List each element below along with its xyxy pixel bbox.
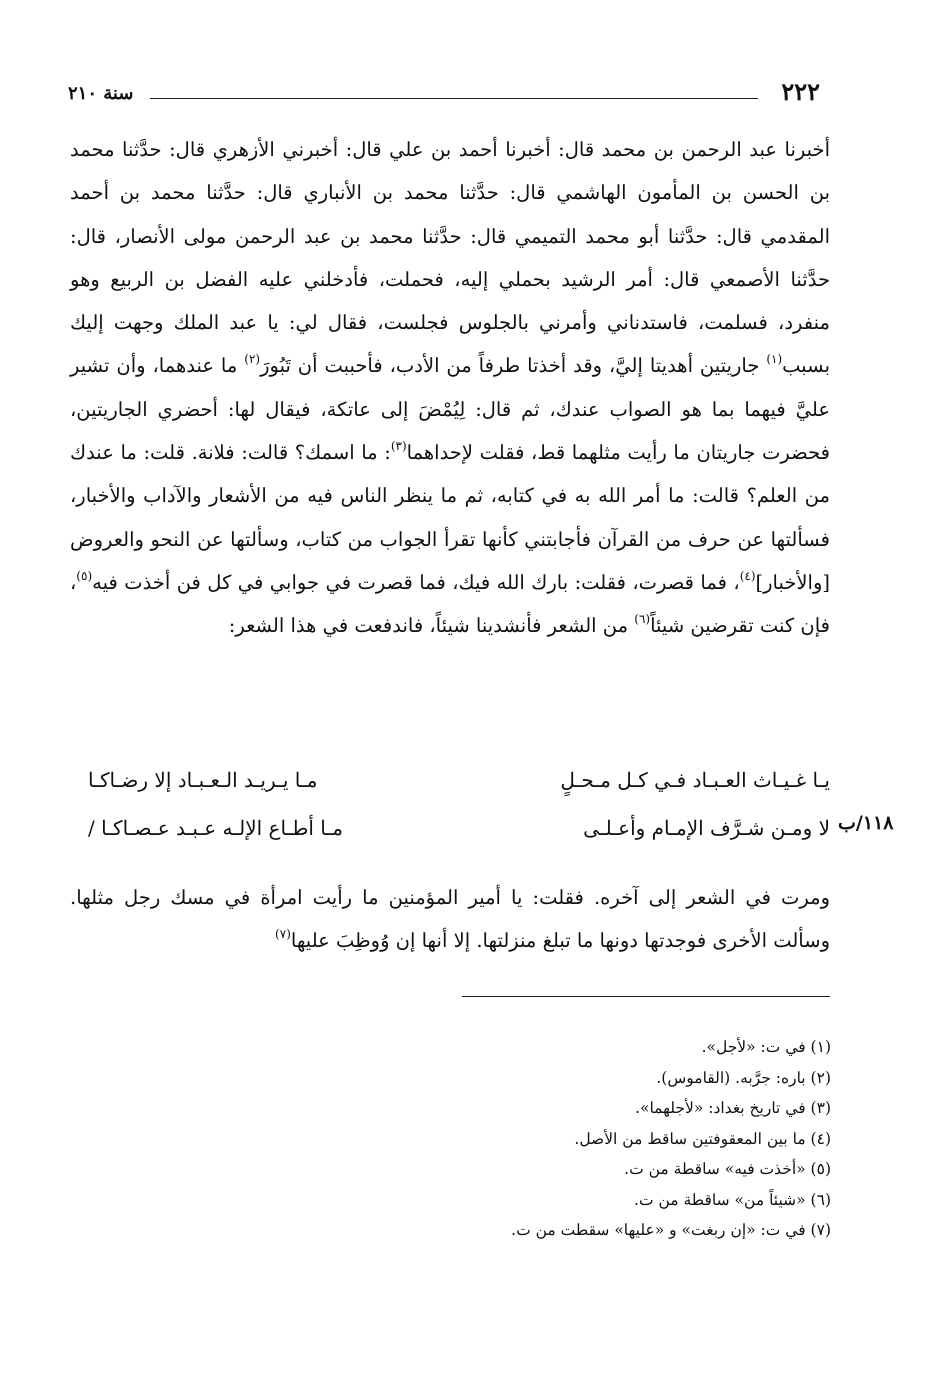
footnote-ref-7: (٧) bbox=[275, 927, 291, 941]
manuscript-folio-note: ١١٨/ب bbox=[838, 812, 894, 834]
paragraph-text: : ما اسمك؟ قالت: فلانة. قلت: ما عندك من العلم؟ قالت: ما أمر الله به في كتابه، ثم ما ينظر الناس فيه من الأشعار والآداب والأخبار، فسألتها عن حرف من القرآن فأجابتني كأنها تقرأ الجواب من كتاب، وسألتها عن النحو والعروض [والأخبار] bbox=[70, 441, 830, 594]
footnote-1: (١) في ت: «لأجل». bbox=[701, 1038, 831, 1056]
footnote-ref-1: (١) bbox=[766, 352, 783, 367]
footnote-2: (٢) باره: جرَّبه. (القاموس). bbox=[656, 1068, 831, 1087]
footnote-4: (٤) ما بين المعقوفتين ساقط من الأصل. bbox=[574, 1129, 831, 1148]
poem-line-2-second-hemistich: مـا أطـاع الإلـه عـبـد عـصـاكـا / bbox=[88, 816, 343, 840]
poem-line-2 bbox=[70, 816, 830, 864]
poem-line-2-first-hemistich: لا ومـن شـرَّف الإمـام وأعـلـى bbox=[583, 816, 830, 840]
footnotes-list bbox=[511, 1032, 831, 1246]
poem-line-1-first-hemistich: يـا غـيـاث العـبـاد فـي كـل مـحـلٍ bbox=[560, 768, 830, 792]
footnote-7: (٧) في ت: «إن ربغت» و «عليها» سقطت من ت. bbox=[511, 1221, 831, 1239]
closing-paragraph bbox=[70, 876, 830, 962]
footnote-3: (٣) في تاريخ بغداد: «لأجلهما». bbox=[635, 1099, 831, 1117]
poem-line-1-second-hemistich: مـا يـريـد الـعـبـاد إلا رضـاكـا bbox=[88, 768, 318, 792]
footnote-6: (٦) «شيئاً من» ساقطة من ت. bbox=[634, 1190, 831, 1209]
page-number: ٢٢٢ bbox=[781, 77, 820, 106]
running-head-year: سنة ٢١٠ bbox=[68, 83, 134, 104]
paragraph-text: ، فإن كنت تقرضين شيئاً bbox=[70, 570, 830, 638]
footnote-separator bbox=[462, 996, 830, 997]
paragraph-text: من الشعر فأنشدينا شيئاً، فاندفعت في هذا الشعر: bbox=[228, 614, 635, 638]
footnote-ref-6: (٦) bbox=[634, 612, 651, 627]
page-header bbox=[68, 72, 820, 112]
paragraph-text: أخبرنا عبد الرحمن بن محمد قال: أخبرنا أحمد بن علي قال: أخبرني الأزهري قال: حدَّثنا محمد بن الحسن بن المأمون الهاشمي قال: حدَّثنا محمد بن الأنباري قال: حدَّثنا محمد بن أحمد المقدمي قال: حدَّثنا أبو محمد التميمي قال: حدَّثنا محمد بن عبد الرحمن مولى الأنصار، قال: حدَّثنا الأصمعي قال: أمر الرشيد بحملي إليه، فحملت، فأدخلني عليه الفضل بن الربيع وهو منفرد، فسلمت، فاستدناني وأمرني بالجلوس فجلست، فقال لي: يا عبد الملك وجهت إليك بسبب bbox=[70, 138, 830, 378]
poem bbox=[70, 768, 830, 864]
footnote-ref-5: (٥) bbox=[76, 568, 93, 583]
footnote-ref-4: (٤) bbox=[739, 568, 756, 583]
footnote-ref-2: (٢) bbox=[244, 352, 261, 367]
paragraph-text: جاريتين أهديتا إليَّ، وقد أخذتا طرفاً من الأدب، فأحببت أن تَبُورَ bbox=[260, 354, 767, 378]
footnote-ref-3: (٣) bbox=[390, 439, 407, 454]
paragraph-text: ومرت في الشعر إلى آخره. فقلت: يا أمير المؤمنين ما رأيت امرأة في مسك رجل مثلها. وسألت الأخرى فوجدتها دونها ما تبلغ منزلتها. إلا أنها إن وُوظِبَ عليها bbox=[70, 886, 830, 952]
header-rule bbox=[150, 98, 758, 99]
paragraph-text: ، فما قصرت، فقلت: بارك الله فيك، فما قصرت في جوابي في كل فن أخذت فيه bbox=[92, 570, 740, 594]
main-paragraph bbox=[70, 128, 830, 648]
poem-line-1 bbox=[70, 768, 830, 816]
footnote-5: (٥) «أخذت فيه» ساقطة من ت. bbox=[624, 1160, 831, 1178]
paragraph-text: ما عندهما، وأن تشير عليَّ فيهما بما هو الصواب عندك، ثم قال: لِيُمْضَ إلى عاتكة، فيقال لها: أحضري الجاريتين، فحضرت جاريتان ما رأيت مثلهما قط، فقلت لإحداهما bbox=[70, 354, 830, 465]
